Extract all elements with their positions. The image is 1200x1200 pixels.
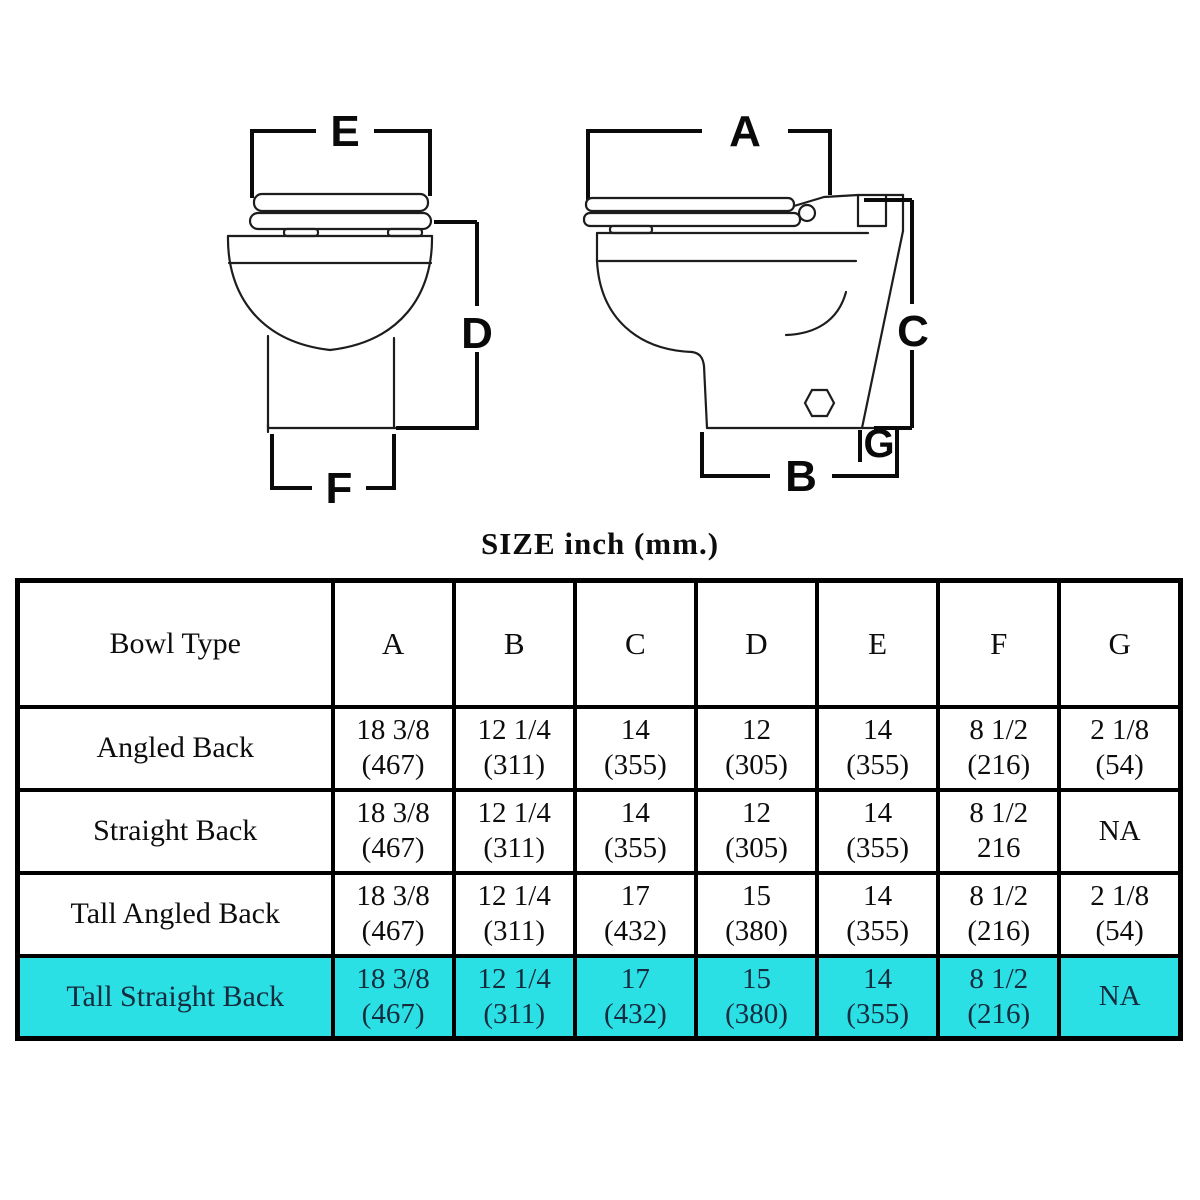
dim-label-b: B bbox=[785, 452, 817, 501]
cell-g: 2 1/8 (54) bbox=[1059, 873, 1180, 956]
dim-c bbox=[864, 200, 929, 428]
cell-a: 18 3/8 (467) bbox=[333, 956, 454, 1039]
cell-d: 15 (380) bbox=[696, 956, 817, 1039]
cell-e: 14 (355) bbox=[817, 790, 938, 873]
dim-label-d: D bbox=[461, 309, 493, 358]
col-header-b: B bbox=[454, 581, 575, 707]
table-row-angled-back bbox=[18, 707, 1181, 790]
cell-b: 12 1/4 (311) bbox=[454, 873, 575, 956]
cell-b: 12 1/4 (311) bbox=[454, 707, 575, 790]
cell-d: 15 (380) bbox=[696, 873, 817, 956]
toilet-dimension-diagram bbox=[0, 0, 1200, 565]
col-header-d: D bbox=[696, 581, 817, 707]
dim-label-a: A bbox=[729, 107, 761, 156]
table-title: SIZE inch (mm.) bbox=[480, 526, 720, 561]
col-header-f: F bbox=[938, 581, 1059, 707]
col-header-c: C bbox=[575, 581, 696, 707]
cell-b: 12 1/4 (311) bbox=[454, 790, 575, 873]
cell-e: 14 (355) bbox=[817, 956, 938, 1039]
cell-f: 8 1/2 (216) bbox=[938, 873, 1059, 956]
table-row-tall-angled-back bbox=[18, 873, 1181, 956]
cell-a: 18 3/8 (467) bbox=[333, 873, 454, 956]
bolt-icon bbox=[805, 390, 834, 416]
cell-a: 18 3/8 (467) bbox=[333, 790, 454, 873]
row-label: Straight Back bbox=[18, 790, 333, 873]
cell-f: 8 1/2 (216) bbox=[938, 707, 1059, 790]
dim-label-g: G bbox=[863, 422, 895, 466]
cell-d: 12 (305) bbox=[696, 707, 817, 790]
side-seat bbox=[584, 213, 800, 226]
cell-c: 14 (355) bbox=[575, 707, 696, 790]
cell-a: 18 3/8 (467) bbox=[333, 707, 454, 790]
col-header-bowl-type: Bowl Type bbox=[18, 581, 333, 707]
cell-f: 8 1/2 (216) bbox=[938, 956, 1059, 1039]
dim-label-f: F bbox=[325, 464, 353, 513]
cell-g: NA bbox=[1059, 956, 1180, 1039]
cell-f: 8 1/2 216 bbox=[938, 790, 1059, 873]
dim-label-e: E bbox=[330, 107, 360, 156]
cell-g: 2 1/8 (54) bbox=[1059, 707, 1180, 790]
front-lid bbox=[254, 194, 428, 211]
front-seat bbox=[250, 213, 431, 229]
size-table bbox=[15, 578, 1183, 1041]
dim-f bbox=[272, 434, 394, 513]
cell-b: 12 1/4 (311) bbox=[454, 956, 575, 1039]
table-row-tall-straight-back bbox=[18, 956, 1181, 1039]
col-header-a: A bbox=[333, 581, 454, 707]
dim-label-c: C bbox=[897, 307, 929, 356]
row-label: Tall Angled Back bbox=[18, 873, 333, 956]
row-label: Angled Back bbox=[18, 707, 333, 790]
side-view bbox=[584, 107, 929, 501]
col-header-e: E bbox=[817, 581, 938, 707]
table-row-straight-back bbox=[18, 790, 1181, 873]
row-label: Tall Straight Back bbox=[18, 956, 333, 1039]
side-lid bbox=[586, 198, 794, 211]
front-view bbox=[228, 107, 493, 513]
cell-c: 17 (432) bbox=[575, 956, 696, 1039]
cell-g: NA bbox=[1059, 790, 1180, 873]
dim-e bbox=[252, 107, 430, 198]
cell-e: 14 (355) bbox=[817, 873, 938, 956]
dim-g bbox=[860, 422, 897, 478]
cell-d: 12 (305) bbox=[696, 790, 817, 873]
cell-e: 14 (355) bbox=[817, 707, 938, 790]
front-bowl bbox=[228, 236, 432, 350]
header-row bbox=[18, 581, 1181, 707]
dim-a bbox=[588, 107, 830, 200]
dim-d bbox=[396, 222, 493, 428]
cell-c: 14 (355) bbox=[575, 790, 696, 873]
cell-c: 17 (432) bbox=[575, 873, 696, 956]
col-header-g: G bbox=[1059, 581, 1180, 707]
